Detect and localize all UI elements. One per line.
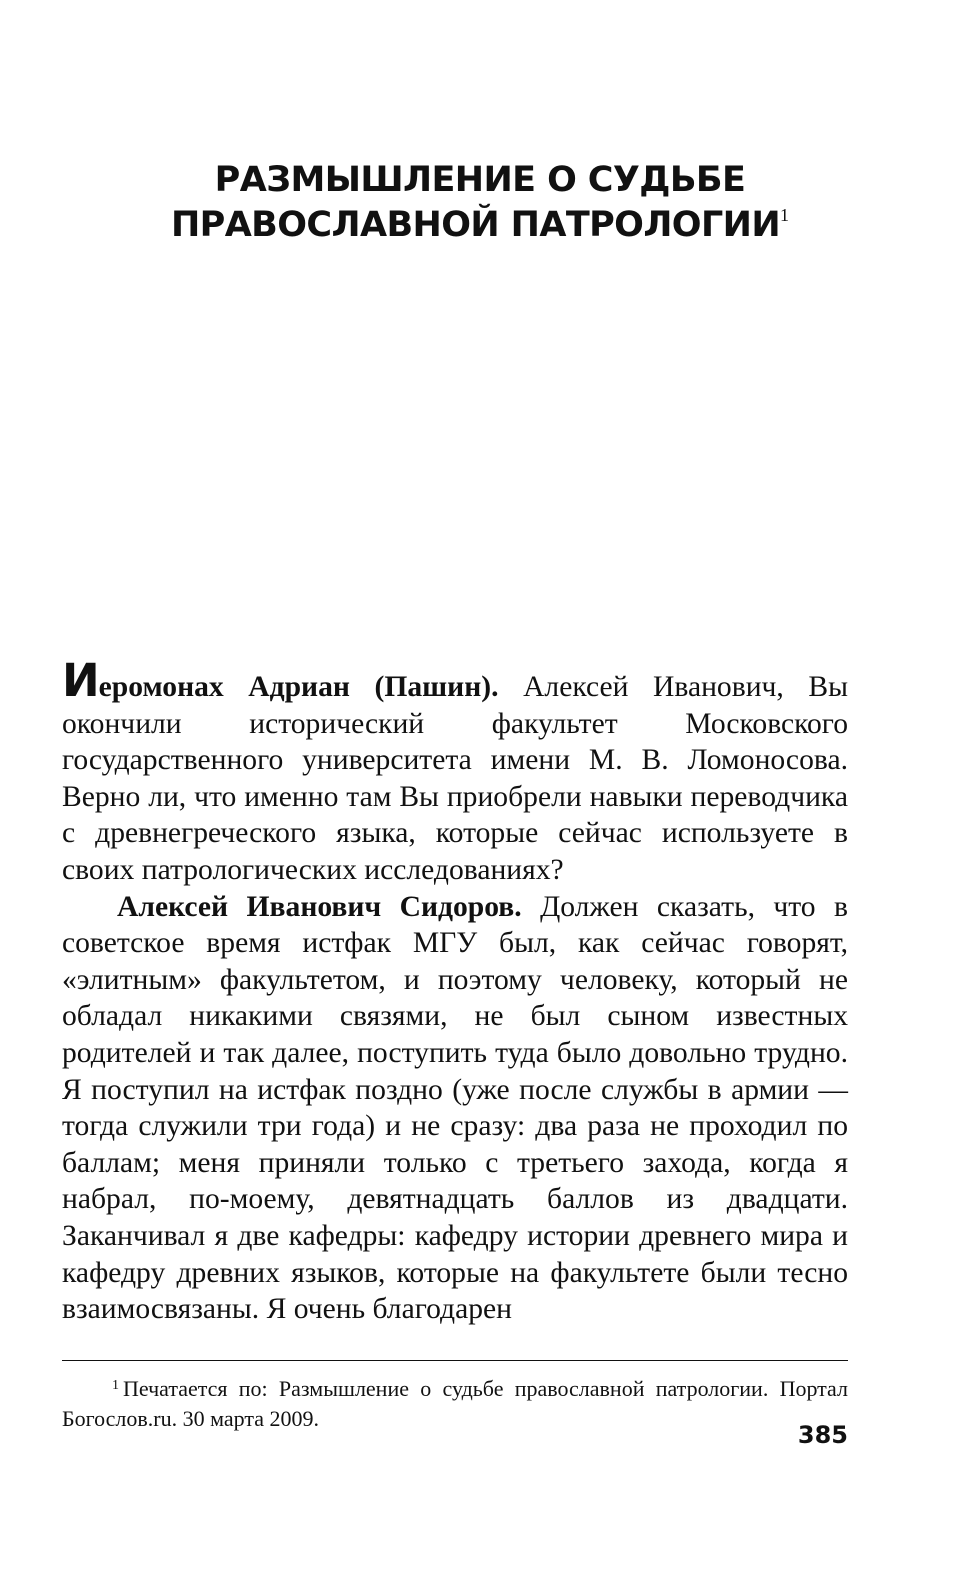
chapter-title-line-2-text: ПРАВОСЛАВНОЙ ПАТРОЛОГИИ <box>170 205 781 245</box>
paragraph-question-text: Алексей Иванович, Вы окончили исторический факультет Московского государственного университета имени М. В. Ломоносова. Верно ли, что именно там Вы приобрели навыки переводчика с древнегреческого языка, которые сейчас используете в своих патрологических исследованиях? <box>62 671 848 886</box>
chapter-title-line-1: РАЗМЫШЛЕНИЕ О СУДЬБЕ <box>214 160 746 200</box>
page-number: 385 <box>797 1421 848 1449</box>
drop-cap: И <box>62 654 99 707</box>
speaker-interviewer: еромонах Адриан (Пашин). <box>98 671 499 703</box>
chapter-title <box>100 158 860 248</box>
title-footnote-ref: 1 <box>780 205 790 225</box>
speaker-respondent: Алексей Иванович Сидоров. <box>117 890 522 923</box>
footnote-text: Печатается по: Размышление о судьбе православной патрологии. Портал Богослов.ru. 30 марта 2009. <box>62 1376 848 1431</box>
paragraph-answer <box>62 889 848 1328</box>
footnote-divider <box>62 1360 848 1361</box>
footnote-mark: 1 <box>112 1378 119 1393</box>
footnote <box>62 1374 848 1434</box>
paragraph-answer-text: Должен сказать, что в советское время истфак МГУ был, как сейчас говорят, «элитным» факультетом, и поэтому человеку, который не обладал никакими связями, не был сыном известных родителей и так далее, поступить туда было довольно трудно. Я поступил на истфак поздно (уже после службы в армии — тогда служили три года) и не сразу: два раза не проходил по баллам; меня приняли только с третьего захода, когда я набрал, по-моему, девятнадцать баллов из двадцати. Заканчивал я две кафедры: кафедру истории древнего мира и кафедру древних языков, которые на факультете были тесно взаимосвязаны. Я очень благодарен <box>62 890 848 1326</box>
paragraph-question <box>62 654 848 889</box>
body-text <box>62 654 848 1328</box>
chapter-title-line-2 <box>100 203 860 248</box>
